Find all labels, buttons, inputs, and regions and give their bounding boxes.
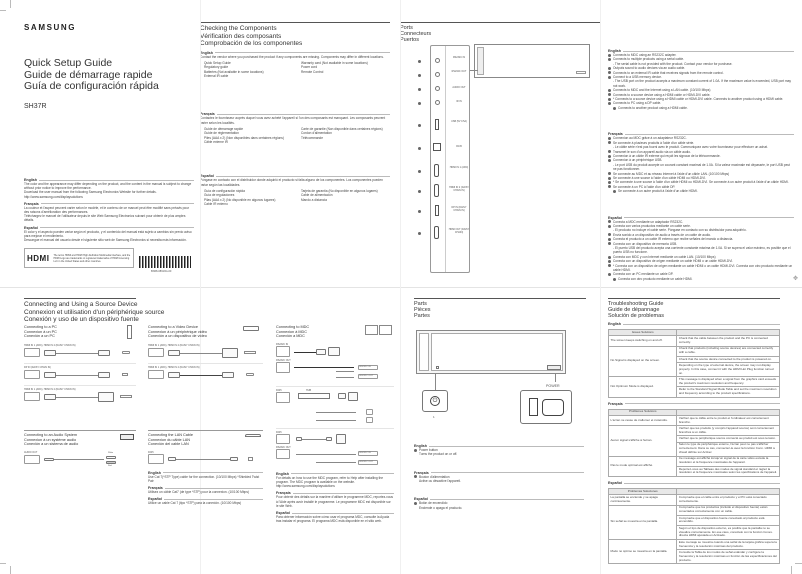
- jack-icon: [435, 72, 440, 77]
- hub-label: HUB: [306, 388, 312, 392]
- monitor-icon: [379, 325, 392, 335]
- power-button-callout: [422, 390, 448, 412]
- sub-title: Conexión a MDC: [276, 334, 305, 339]
- port-row-rs232c-out: [418, 70, 473, 80]
- crop-mark: [0, 10, 6, 11]
- jack-icon: [435, 86, 440, 91]
- table-row: Compruebe que el dispositivo fuente conectado al producto está encendido.: [609, 515, 780, 525]
- sub-title: Conexión a un sistema de audio: [24, 442, 79, 447]
- lang-heading: English: [276, 472, 394, 476]
- intro-text: Póngase en contacto con el distribuidor donde adquirió el producto si falta alguno de los componentes. Los componentes pueden variar según las localidades.: [200, 178, 383, 187]
- sub-title: Conexión a un dispositivo de vídeo: [148, 334, 207, 339]
- table-row: Según el tipo de dispositivo externo, es posible que la pantalla no se visualice correctamente. En ese caso, conéctelo con la función Conex. directa HDMI ajustada en Activado.: [609, 525, 780, 539]
- table-row: Not Optimum Mode is displayed. This message is displayed when a signal from the graphics card exceeds the product's maximum resolution and frequency.: [609, 377, 780, 387]
- ts-title-es: Solución de problemas: [608, 313, 664, 319]
- note: Utilisez un câble Cat7 (de type *STP) pour la connexion. (10/100 Mbps): [148, 490, 249, 495]
- port-desc: - El puerto USB del producto acepta una corriente constante máxima de 1.0A. Si se supera el valor máximo, es posible que el puerto USB no funcione.: [613, 246, 791, 255]
- port-desc: Connects to MDC and the Internet using a LAN cable. (10/100 Mbps): [608, 88, 794, 92]
- port-label: HDMI IN 1 (ARC): [449, 166, 469, 169]
- port-desc: * Connects to a source device using a HDMI cable or HDMI-DVI cable. Connects to another product using a HDMI cable.: [608, 97, 794, 101]
- ports-descriptions: [608, 46, 794, 281]
- port-desc: Connects to PC using a DP cable.: [608, 101, 794, 105]
- ts-title-fr: Guide de dépannage: [608, 307, 660, 313]
- table-row: Consulte la Tabla de los modos de señal estándar y configure la frecuencia y la resolución máximas en función de las especificaciones del producto.: [609, 550, 780, 564]
- component-item: Regulatory guide: [204, 65, 229, 70]
- cable-diagram: [148, 369, 263, 381]
- port-row-hdmi1: [418, 164, 473, 178]
- port-desc: - El producto no incluye el cable serie. Póngase en contacto con su distribuidor para adquirirlo.: [613, 228, 747, 233]
- part-desc: Turns the product on or off.: [419, 452, 458, 457]
- connecting-title-en: Connecting and Using a Source Device: [24, 301, 138, 308]
- port-desc: Conecta con un PC mediante un cable DP.: [608, 272, 794, 276]
- ts-table-fr: [608, 409, 780, 478]
- power-label: POWER: [546, 384, 560, 388]
- lang-heading: English: [608, 322, 780, 326]
- speaker-icon: [120, 434, 134, 440]
- component-item: Guía de regulaciones: [204, 193, 235, 198]
- sub-title: Connecting the LAN Cable: [148, 433, 193, 437]
- table-row: L'écran ne cesse de s'allumer et s'éteindre. Vérifiez que le câble entre le produit et l'ordinateur est correctement branché.: [609, 415, 780, 425]
- brand-logo: SAMSUNG: [24, 23, 77, 32]
- cable-label: HDMI IN 1 (ARC), HDMI IN 2 (DAISY CHAIN IN): [148, 343, 200, 347]
- ports-title-en: Ports: [400, 25, 413, 31]
- component-item: Batteries (Not available in some locations): [204, 69, 264, 74]
- barcode: [139, 256, 191, 268]
- section-rule: [200, 22, 390, 23]
- lang-heading: Español: [200, 174, 390, 178]
- ports-title-fr: Connecteurs: [400, 31, 432, 37]
- usb-port-icon: [435, 119, 439, 130]
- note: Para obtener información sobre cómo usar el programa MDC, consulte la Ayuda tras instalar el programa. El programa MDC está disponible en el sitio web.: [276, 515, 390, 524]
- callout-icon: [418, 232, 421, 235]
- pc-tower-icon: [127, 325, 132, 339]
- power-socket-callout: [520, 390, 572, 424]
- connect-audio: [24, 430, 136, 468]
- lang-heading: English: [200, 51, 390, 55]
- rear-panel-diagram: [474, 44, 590, 78]
- rs232-out-diagram: [276, 362, 394, 384]
- cable-label: DP IN (DAISY CHAIN IN): [24, 365, 51, 369]
- port-label: HDMI IN 2 (DAISY CHAIN IN): [449, 186, 469, 192]
- callout-icon: [418, 190, 421, 193]
- plug-tag: Red: [108, 464, 112, 467]
- component-item: External IR cable: [204, 73, 229, 78]
- fold-line: [0, 287, 802, 288]
- port-label: RS232C OUT: [276, 445, 291, 449]
- callout-icon: [418, 210, 421, 213]
- components-title-es: Comprobación de los componentes: [200, 40, 303, 47]
- table-row: Modo no óptimo se muestra en la pantalla. Este mensaje se muestra cuando una señal de la tarjeta gráfica supera la frecuencia y la resolución máximas del producto.: [609, 539, 780, 549]
- product-rear-diagram: [416, 330, 566, 374]
- port-label: DP IN (DAISY CHAIN IN): [451, 206, 467, 212]
- callout-icon: [418, 170, 421, 173]
- component-item: Cable IR externo: [204, 201, 228, 206]
- hdmi-trademark: The terms HDMI and HDMI High-Definition Multimedia Interface, and the HDMI Logo are trademarks or registered trademarks of HDMI Licensing LLC in the United States and other countries.: [53, 253, 131, 263]
- port-desc: - The USB port on the product accepts a maximum constant current of 1.0A. If the maximum value is exceeded, USB port may not work.: [613, 79, 791, 88]
- table-row: Depending on the type of external device, the screen may not display properly. In this case, connect it with the HDMI Hot Plug function turned on.: [609, 363, 780, 377]
- hdmi-notice: [24, 248, 134, 268]
- port-label: RS232C IN: [276, 342, 289, 346]
- dp-port-icon: [435, 205, 439, 216]
- callout-icon: [418, 74, 421, 77]
- lang-heading: Español: [276, 511, 394, 515]
- port-desc: - The serial cable is not provided with the product. Contact your vendor for purchase.: [613, 61, 733, 66]
- note: Download the user manual from the following Samsung Electronics Website for further details. http://www.samsung.com/displaysolutions: [24, 190, 157, 199]
- port-label: RJ45: [276, 430, 282, 434]
- lang-heading: Español: [24, 226, 194, 230]
- sub-title: Connecting to a PC: [24, 325, 57, 329]
- crop-mark: [795, 563, 802, 564]
- lang-heading: Français: [608, 402, 780, 406]
- cable-label: HDMI IN 1 (ARC), HDMI IN 2 (DAISY CHAIN IN): [148, 365, 200, 369]
- port-row-rs232c-in: [418, 56, 473, 66]
- table-row: Check that the source device connected to the product is powered on.: [609, 356, 780, 362]
- section-rule: [608, 298, 780, 299]
- ts-title-en: Troubleshooting Guide: [608, 301, 664, 307]
- component-item: Guide de réglementation: [204, 131, 239, 136]
- component-item: Cable de alimentación: [301, 193, 333, 198]
- cable-diagram: [24, 391, 136, 403]
- note: El color y el aspecto pueden variar según el producto, y el contenido del manual está sujeto a cambios sin previo aviso para mejorar el rendimiento.: [24, 229, 192, 238]
- parts-descriptions: [414, 441, 584, 510]
- port-label: AUDIO OUT: [24, 450, 38, 454]
- port-label: USB (5V 0.5A): [451, 120, 467, 123]
- component-item: Guide de démarrage rapide: [204, 126, 243, 131]
- barcode-code: BN68-08919G-00: [151, 270, 172, 273]
- component-item: Remote Control: [301, 69, 324, 74]
- port-desc: Transmet le son d'un appareil audio via un câble audio.: [608, 150, 794, 154]
- sub-title: Connecting to a Video Device: [148, 325, 198, 329]
- port-label: HDMI OUT (DAISY CHAIN): [448, 228, 470, 234]
- port-desc: Connects to another product using a HDMI cable.: [608, 106, 794, 110]
- ports-en: [608, 49, 794, 110]
- parts-title-en: Parts: [414, 301, 427, 307]
- table-row: Aucun signal s'affiche à l'écran. Vérifiez que les produits (y compris l'appareil source) sont correctement branchés à un câble.: [609, 426, 780, 436]
- lang-heading: English: [414, 444, 584, 448]
- connect-pc: [24, 325, 136, 403]
- port-desc: Se connecte à une source à l'aide d'un câble HDMI ou HDMI-DVI.: [608, 176, 794, 180]
- part-name: Bouton d'alimentation: [419, 474, 450, 479]
- port-row-rj45: [418, 141, 473, 155]
- parts-panel: [414, 298, 586, 568]
- video-device-icon: [243, 326, 259, 331]
- port-label: RJ45: [148, 450, 154, 454]
- component-item: Power cord: [301, 65, 318, 70]
- note: Use Cat 7(*STP Type) cable for the connection. (10/100 Mbps) *Shielded Twist Pair: [148, 474, 260, 483]
- power-switch-icon: [529, 398, 538, 416]
- lang-heading: Español: [608, 216, 794, 220]
- port-desc: Conecta con otro producto mediante un cable HDMI.: [608, 277, 794, 281]
- port-desc: Connects to MDC using an RS232C adapter.: [608, 53, 794, 57]
- note: Pour obtenir des détails sur la manière d'utiliser le programme MDC, reportez-vous à l'Aide après avoir installé le programme. Le programme MDC est disponible sur le site Web.: [276, 495, 394, 508]
- part-desc: Active ou désactive l'appareil.: [419, 479, 461, 484]
- port-desc: - Le port USB du produit accepte un courant constant maximal de 1.0A. Si la valeur maximale est dépassée, le port USB peut ne pas fonctionner.: [613, 162, 791, 172]
- note: Utilice un cable Cat 7 (tipo *STP) para la conexión. (10/100 Mbps): [148, 501, 242, 506]
- component-item: Warranty card (Not available in some locations): [301, 60, 368, 65]
- connecting-title-fr: Connexion et utilisation d'un périphérique source: [24, 308, 165, 316]
- table-row: No Signal is displayed on the screen. Check that products (including source devices) are connected correctly with a cable.: [609, 346, 780, 356]
- port-label: RJ45: [276, 388, 282, 392]
- port-tag: RS232C OUT: [358, 374, 378, 379]
- lang-heading: Français: [24, 202, 194, 206]
- port-label: AUDIO OUT: [452, 86, 466, 89]
- cable-diagram: [148, 347, 263, 359]
- port-desc: Outputs sound to audio devices via an audio cable.: [608, 66, 794, 70]
- connect-lan: [148, 430, 263, 506]
- sub-title: Conexión del cable LAN: [148, 442, 189, 447]
- port-tag: RS232C IN: [358, 451, 378, 456]
- sub-title: Connexion à un système audio: [24, 437, 77, 442]
- part-name: Botón de encendido: [419, 501, 448, 506]
- registration-mark-icon: ✥: [792, 276, 798, 282]
- component-item: Pilas (AAA x 2) (No disponible en algunos lugares): [204, 197, 276, 202]
- jack-icon: [435, 100, 440, 105]
- connecting-title-es: Conexión y uso de un dispositivo fuente: [24, 316, 139, 323]
- parts-title-es: Partes: [414, 313, 430, 319]
- table-row: Selon le type de périphérique externe, l'écran peut ne pas s'afficher correctement. Dans ce cas, connectez-le avec la fonction Conn. HDMI à chaud définie sur Activer.: [609, 442, 780, 456]
- connecting-panel: [24, 298, 400, 568]
- port-desc: Se connecte à un PC à l'aide d'un câble DP.: [608, 185, 794, 189]
- sub-title: Connexion à MDC: [276, 329, 308, 334]
- port-row-audio-out: [418, 84, 473, 94]
- callout-icon: [418, 60, 421, 63]
- table-row: Reportez-vous au Tableau des modes de signal standard et réglez la résolution et la fréquence maximales selon les spécifications de l'appareil.: [609, 466, 780, 476]
- port-desc: Connect to a USB memory device.: [608, 75, 794, 79]
- lang-heading: Español: [414, 497, 584, 501]
- rj45-diagram: [276, 434, 394, 446]
- note: For details on how to use the MDC program, refer to Help after installing the program. The MDC program is available on the website.: [276, 475, 384, 484]
- components-title-en: Checking the Components: [200, 25, 277, 32]
- sub-title: Connexion à un périphérique vidéo: [148, 329, 207, 334]
- title-en: Quick Setup Guide: [24, 57, 113, 69]
- cover-panel: [0, 0, 200, 290]
- port-tag: RS232C OUT: [358, 460, 378, 465]
- lang-heading: Français: [608, 132, 794, 136]
- port-desc: Conecta con un dispositivo de memoria USB.: [608, 242, 794, 246]
- ports-title-es: Puertos: [400, 37, 419, 43]
- rs232-out-diagram-2: [276, 449, 394, 469]
- port-desc: Conecta con varios productos mediante un cable serie.: [608, 224, 794, 228]
- cable-diagram: [24, 369, 136, 381]
- part-desc: Enciende o apaga el producto.: [419, 505, 463, 510]
- port-desc: Conecta con MDC y con Internet mediante un cable LAN. (10/100 Mbps): [608, 255, 794, 259]
- ports-fr: [608, 132, 794, 193]
- port-desc: Envía sonido a un dispositivo de audio a través de un cable de audio.: [608, 233, 794, 237]
- lang-heading: Español: [148, 497, 263, 501]
- cable-label: HDMI IN 1 (ARC), HDMI IN 2 (DAISY CHAIN IN): [24, 387, 76, 391]
- intro-text: Contactez le fournisseur auprès duquel vous avez acheté l'appareil si l'un des composants est manquant. Les composants peuvent varier selon les localités.: [200, 116, 386, 125]
- component-item: Quick Setup Guide: [204, 60, 231, 65]
- lan-cable-diagram: [148, 454, 263, 468]
- sub-title: Connexion du câble LAN: [148, 437, 191, 442]
- component-item: Piles (AAA x 2) (Non disponibles dans certaines régions): [204, 135, 284, 140]
- port-desc: Connects to a source device using a HDMI cable or HDMI-DVI cable.: [608, 93, 794, 97]
- hdmi-port-icon: [434, 226, 439, 239]
- rs232-in-diagram: [276, 346, 394, 359]
- table-row: La pantalla se enciende y se apaga continuamente. Compruebe que el cable entre el producto y el PC está conectado correctamente.: [609, 495, 780, 505]
- port-row-hdmi-out: [418, 226, 473, 240]
- port-label: RJ45: [456, 145, 462, 148]
- fold-line: [600, 0, 601, 574]
- monitor-icon: [365, 325, 378, 335]
- port-row-dp: [418, 204, 473, 218]
- section-rule: [414, 298, 586, 299]
- table-header: Issues Solutions: [609, 330, 677, 336]
- callout-number: 1: [433, 415, 435, 419]
- crop-mark: [0, 563, 6, 564]
- port-desc: Connects to an external IR cable that receives signals from the remote control.: [608, 71, 794, 75]
- sub-title: Connecting to MDC: [276, 325, 310, 329]
- port-desc: * Conecta con un dispositivo de origen mediante un cable HDMI o un cable HDMI-DVI. Conecta con otro producto mediante un cable HDMI.: [608, 264, 794, 273]
- table-row: The screen keeps switching on and off. Check that the cable between the product and the PC is connected correctly.: [609, 336, 780, 346]
- jack-icon: [435, 58, 440, 63]
- parts-title-fr: Pièces: [414, 307, 431, 313]
- components-es: [200, 174, 390, 206]
- lang-heading: Español: [608, 481, 780, 485]
- callout-icon: [418, 124, 421, 127]
- component-item: Guía de configuración rápida: [204, 188, 245, 193]
- plug-tag: White: [108, 451, 114, 454]
- port-desc: Se connecte à un autre produit à l'aide d'un câble HDMI.: [608, 189, 794, 193]
- fold-line: [400, 0, 401, 574]
- power-icon: ⏻: [430, 396, 440, 406]
- port-desc: Connexion à un périphérique USB.: [608, 158, 794, 162]
- callout-icon: [418, 88, 421, 91]
- cover-notes: [24, 175, 194, 242]
- port-desc: - Le câble série n'est pas fourni avec le produit. Communiquez avec votre fournisseur pour effectuer un achat.: [613, 145, 768, 150]
- port-label: RS232C OUT: [276, 358, 291, 362]
- rj45-hub-diagram: [276, 388, 394, 426]
- title-es: Guía de configuración rápida: [24, 80, 159, 92]
- table-row: Sin señal se muestra en la pantalla. Compruebe que los productos (incluido el dispositivo fuente) están conectados correctamente con un cable.: [609, 505, 780, 515]
- port-label: RS232C OUT: [451, 70, 467, 73]
- rj45-port-icon: [433, 143, 441, 151]
- part-name: Power button: [419, 448, 438, 452]
- components-title-fr: Vérification des composants: [200, 32, 282, 40]
- cable-diagram: [24, 347, 136, 359]
- lang-heading: English: [148, 471, 263, 475]
- note: The color and the appearance may differ depending on the product, and the content in the manual is subject to change without prior notice to improve the performance.: [24, 182, 192, 191]
- crop-mark: [791, 566, 792, 574]
- component-item: Tarjeta de garantía (No disponible en algunos lugares): [301, 188, 378, 193]
- sub-title: Connexion à un PC: [24, 329, 57, 334]
- hdmi-logo: HDMI: [27, 253, 50, 263]
- port-desc: Conecta el producto a un cable IR externo que recibe señales del mando a distancia.: [608, 237, 794, 241]
- hdmi-port-icon: [434, 184, 439, 197]
- component-item: Mando a distancia: [301, 197, 327, 202]
- section-rule: [24, 298, 136, 299]
- sub-title: Connecting to an Audio System: [24, 433, 77, 437]
- callout-icon: [418, 147, 421, 150]
- ts-table-es: [608, 488, 780, 564]
- hdmi-port-icon: [434, 164, 439, 177]
- port-desc: Connexion au MDC grâce à un adaptateur RS232C.: [608, 136, 794, 140]
- lang-heading: English: [608, 49, 794, 53]
- crop-mark: [10, 566, 11, 574]
- router-icon: [245, 434, 261, 437]
- lang-heading: English: [24, 178, 194, 182]
- port-tag: RS232C IN: [358, 365, 378, 370]
- port-desc: * Se connecte à une source à l'aide d'un câble HDMI ou HDMI-DVI. Se connecte à un autre produit à l'aide d'un câble HDMI.: [608, 180, 794, 184]
- note: Descargue el manual del usuario desde el siguiente sitio web de Samsung Electronics si necesita más información.: [24, 238, 187, 243]
- component-item: Câble externe IR: [204, 139, 228, 144]
- lang-heading: Français: [148, 486, 263, 490]
- ports-panel: [400, 22, 802, 292]
- sub-title: Conexión a un PC: [24, 334, 55, 339]
- note: Téléchargez le manuel de l'utilisateur depuis le site Web Samsung Electronics suivant pour obtenir de plus amples détails.: [24, 214, 186, 223]
- components-en: [200, 51, 390, 79]
- cover-titles: [24, 58, 159, 93]
- port-row-usb: [418, 118, 473, 132]
- ts-table-en: [608, 329, 780, 398]
- model-name: SH37R: [24, 103, 47, 110]
- port-row-hdmi2: [418, 184, 473, 198]
- components-fr: [200, 112, 390, 144]
- table-row: Refer to the Standard Signal Mode Table and set the maximum resolution and frequency according to the product specifications.: [609, 387, 780, 397]
- cable-label: HDMI IN 1 (ARC), HDMI IN 2 (DAISY CHAIN IN): [24, 343, 76, 347]
- table-header: Problemas Soluciones: [609, 489, 677, 495]
- ac-inlet-icon: [542, 399, 564, 416]
- port-desc: Se connecte au MDC et au réseau Internet à l'aide d'un câble LAN. (10/100 Mbps): [608, 172, 794, 176]
- intro-text: Contact the vendor where you purchased the product if any components are missing. Components may differ in different locations.: [200, 54, 384, 59]
- port-desc: Connexion à un câble IR externe qui reçoit les signaux de la télécommande.: [608, 154, 794, 158]
- table-header: Problèmes Solutions: [609, 409, 677, 415]
- troubleshooting-panel: [608, 298, 780, 568]
- component-item: Carte de garantie (Non disponible dans certaines régions): [301, 126, 383, 131]
- crop-mark: [10, 0, 11, 8]
- port-desc: Conecta a MDC mediante un adaptador RS232C.: [608, 220, 794, 224]
- website-link[interactable]: http://www.samsung.com/displaysolutions: [276, 484, 335, 489]
- port-desc: Conecta con un dispositivo de origen mediante un cable HDMI o un cable HDMI-DVI.: [608, 259, 794, 263]
- ports-es: [608, 216, 794, 282]
- port-desc: Se connecte à plusieurs produits à l'aide d'un câble série.: [608, 141, 794, 145]
- connect-mdc: [276, 325, 394, 523]
- component-item: Cordon d'alimentation: [301, 131, 332, 136]
- port-row-ir-in: [418, 98, 473, 108]
- note: La couleur et l'aspect peuvent varier selon le modèle, et le contenu de ce manuel peut être modifié sans préavis pour des raisons d'amélioration des performances.: [24, 205, 190, 215]
- title-fr: Guide de démarrage rapide: [24, 68, 153, 81]
- lang-heading: Français: [414, 471, 584, 475]
- lang-heading: Français: [276, 491, 394, 495]
- callout-icon: [418, 102, 421, 105]
- port-label: IR IN: [456, 100, 462, 103]
- lang-heading: Français: [200, 112, 390, 116]
- components-panel: [200, 22, 390, 282]
- port-label: RS232C IN: [452, 56, 466, 59]
- port-desc: Connects to multiple products using a serial cable.: [608, 57, 794, 61]
- table-row: Pas le mode optimal est affiché. Ce message est affiché lorsqu'un signal de la carte vidéo excède la résolution et la fréquence maximales de l'appareil.: [609, 456, 780, 466]
- component-item: Télécommande: [301, 135, 323, 140]
- connect-video: [148, 325, 263, 381]
- table-row: Vérifiez que le périphérique source connecté au produit est sous tension.: [609, 436, 780, 442]
- section-rule: [400, 22, 600, 23]
